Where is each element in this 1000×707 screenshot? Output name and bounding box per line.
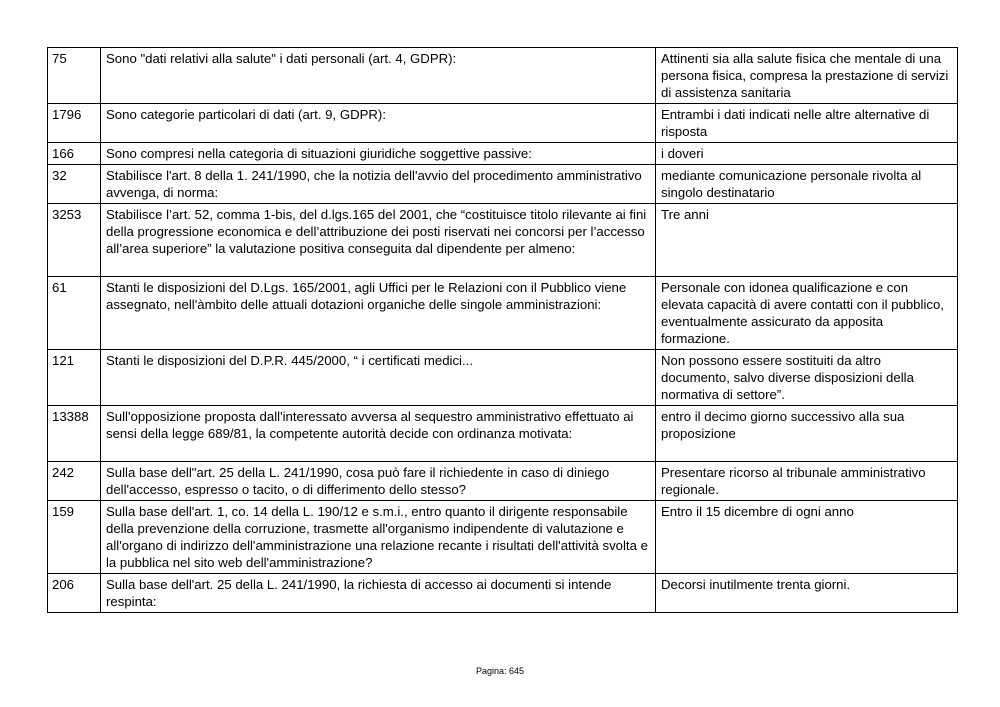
table-row bbox=[48, 277, 958, 350]
question-text: Stabilisce l'art. 8 della 1. 241/1990, che la notizia dell'avvio del procedimento amministrativo avvenga, di norma: bbox=[101, 165, 656, 204]
question-number: 13388 bbox=[48, 406, 101, 462]
answer-text: Presentare ricorso al tribunale amministrativo regionale. bbox=[656, 462, 958, 501]
question-number: 159 bbox=[48, 501, 101, 574]
table-row bbox=[48, 104, 958, 143]
table-row bbox=[48, 165, 958, 204]
question-number: 75 bbox=[48, 48, 101, 104]
answer-text: Decorsi inutilmente trenta giorni. bbox=[656, 574, 958, 613]
question-text: Sull'opposizione proposta dall'interessato avversa al sequestro amministrativo effettuato ai sensi della legge 689/81, la competente autorità decide con ordinanza motivata: bbox=[101, 406, 656, 462]
question-text: Stanti le disposizioni del D.P.R. 445/2000, “ i certificati medici... bbox=[101, 350, 656, 406]
question-text: Sono compresi nella categoria di situazioni giuridiche soggettive passive: bbox=[101, 143, 656, 165]
question-number: 121 bbox=[48, 350, 101, 406]
table-row bbox=[48, 406, 958, 462]
answer-text: entro il decimo giorno successivo alla sua proposizione bbox=[656, 406, 958, 462]
question-text: Sono categorie particolari di dati (art. 9, GDPR): bbox=[101, 104, 656, 143]
question-text: Sulla base dell"art. 25 della L. 241/1990, cosa può fare il richiedente in caso di diniego dell'accesso, espresso o tacito, o di differimento dello stesso? bbox=[101, 462, 656, 501]
qa-table-body bbox=[48, 48, 958, 613]
question-number: 61 bbox=[48, 277, 101, 350]
question-number: 242 bbox=[48, 462, 101, 501]
question-text: Sulla base dell'art. 1, co. 14 della L. 190/12 e s.m.i., entro quanto il dirigente responsabile della prevenzione della corruzione, trasmette all'organismo indipendente di valutazione e all'organo di indirizzo dell'amministrazione una relazione recante i risultati dell'attività svolta e la pubblica nel sito web dell'amministrazione? bbox=[101, 501, 656, 574]
question-number: 206 bbox=[48, 574, 101, 613]
table-row bbox=[48, 462, 958, 501]
question-number: 3253 bbox=[48, 204, 101, 277]
question-text: Stanti le disposizioni del D.Lgs. 165/2001, agli Uffici per le Relazioni con il Pubblico viene assegnato, nell'àmbito delle attuali dotazioni organiche delle singole amministrazioni: bbox=[101, 277, 656, 350]
table-row bbox=[48, 350, 958, 406]
answer-text: Entrambi i dati indicati nelle altre alternative di risposta bbox=[656, 104, 958, 143]
qa-table bbox=[47, 47, 958, 613]
table-row bbox=[48, 574, 958, 613]
table-row bbox=[48, 204, 958, 277]
answer-text: Tre anni bbox=[656, 204, 958, 277]
question-number: 166 bbox=[48, 143, 101, 165]
answer-text: Entro il 15 dicembre di ogni anno bbox=[656, 501, 958, 574]
answer-text: Non possono essere sostituiti da altro documento, salvo diverse disposizioni della normativa di settore”. bbox=[656, 350, 958, 406]
table-row bbox=[48, 143, 958, 165]
answer-text: mediante comunicazione personale rivolta al singolo destinatario bbox=[656, 165, 958, 204]
answer-text: Attinenti sia alla salute fisica che mentale di una persona fisica, compresa la prestazione di servizi di assistenza sanitaria bbox=[656, 48, 958, 104]
question-text: Stabilisce l’art. 52, comma 1-bis, del d.lgs.165 del 2001, che “costituisce titolo rilevante ai fini della progressione economica e dell’attribuzione dei posti riservati nei concorsi per l’accesso all’area superiore” la valutazione positiva conseguita dal dipendente per almeno: bbox=[101, 204, 656, 277]
page-number-footer: Pagina: 645 bbox=[475, 666, 525, 676]
question-text: Sono "dati relativi alla salute" i dati personali (art. 4, GDPR): bbox=[101, 48, 656, 104]
table-row bbox=[48, 501, 958, 574]
question-text: Sulla base dell'art. 25 della L. 241/1990, la richiesta di accesso ai documenti si intende respinta: bbox=[101, 574, 656, 613]
answer-text: i doveri bbox=[656, 143, 958, 165]
question-number: 32 bbox=[48, 165, 101, 204]
answer-text: Personale con idonea qualificazione e con elevata capacità di avere contatti con il pubblico, eventualmente assicurato da apposita formazione. bbox=[656, 277, 958, 350]
table-row bbox=[48, 48, 958, 104]
question-number: 1796 bbox=[48, 104, 101, 143]
